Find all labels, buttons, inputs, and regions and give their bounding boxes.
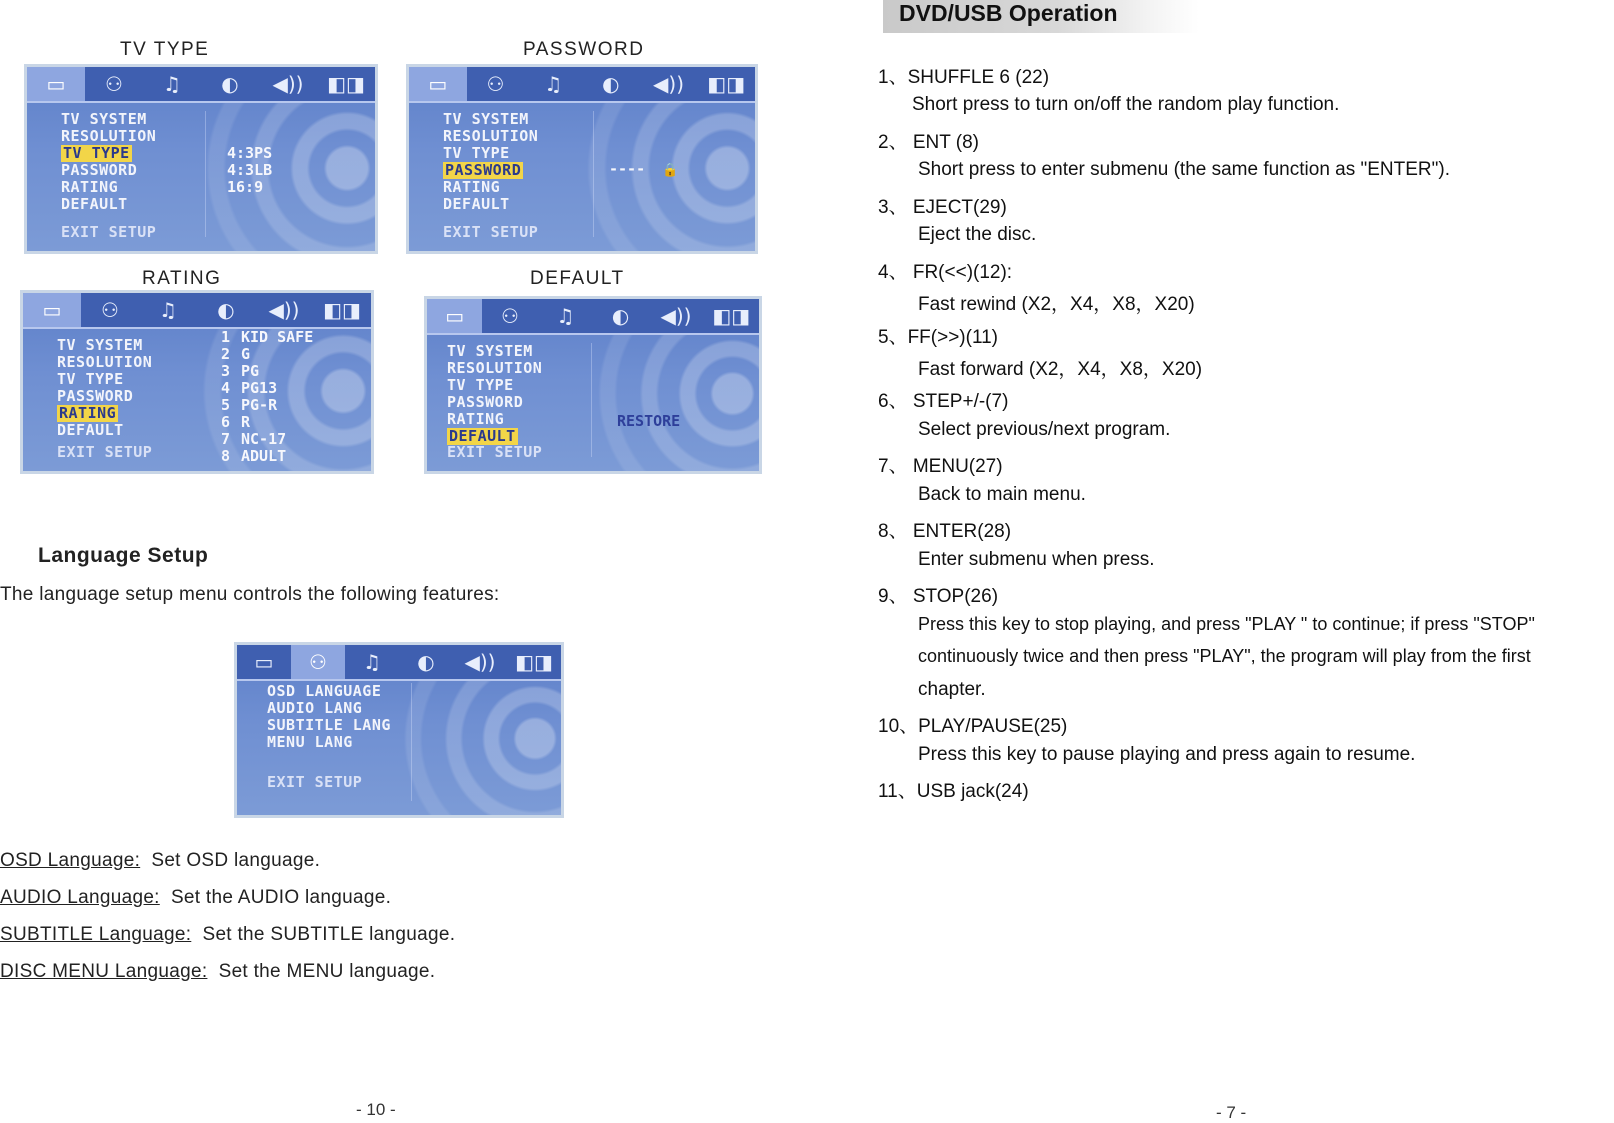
menu-item: TV TYPE bbox=[443, 144, 510, 162]
osd-language-row bbox=[0, 850, 320, 872]
osd-menu bbox=[61, 111, 156, 213]
osd-language-desc: Set OSD language. bbox=[151, 850, 321, 871]
exit-setup-label: EXIT SETUP bbox=[447, 443, 543, 461]
language-setup-heading: Language Setup bbox=[38, 544, 209, 567]
menu-item: TV SYSTEM bbox=[447, 342, 533, 360]
op-title: 8、 ENTER(28) bbox=[878, 521, 1012, 542]
monitor-icon: ▭ bbox=[427, 299, 482, 333]
subtitle-language-row bbox=[0, 924, 455, 946]
osd-menu bbox=[443, 111, 538, 213]
music-note-icon: ♫ bbox=[159, 298, 177, 322]
color-icon: ◐ bbox=[417, 650, 435, 674]
menu-item: PASSWORD bbox=[57, 387, 134, 405]
osd-icon-bar bbox=[409, 67, 755, 103]
rating-option: R bbox=[241, 413, 251, 431]
music-note-icon: ♫ bbox=[163, 72, 181, 96]
password-value bbox=[609, 161, 678, 179]
color-icon: ◐ bbox=[221, 72, 239, 96]
menu-item: TV TYPE bbox=[57, 370, 124, 388]
tv-type-screen bbox=[24, 64, 378, 254]
rating-option: ADULT bbox=[241, 447, 287, 465]
color-icon: ◐ bbox=[217, 298, 235, 322]
op-title: 9、 STOP(26) bbox=[878, 586, 999, 607]
osd-divider bbox=[593, 111, 594, 237]
op-desc: Short press to turn on/off the random play function. bbox=[912, 94, 1340, 115]
osd-icon-bar bbox=[237, 645, 561, 681]
audio-language-desc: Set the AUDIO language. bbox=[170, 887, 392, 908]
menu-item: RESOLUTION bbox=[447, 359, 543, 377]
menu-item-selected: PASSWORD bbox=[445, 161, 522, 179]
op-title: 10、PLAY/PAUSE(25) bbox=[878, 716, 1068, 737]
exit-setup-label: EXIT SETUP bbox=[61, 223, 157, 241]
right-page-number: - 7 - bbox=[1216, 1103, 1247, 1122]
op-desc: continuously twice and then press "PLAY", the program will play from the first bbox=[918, 646, 1531, 666]
rating-option: PG bbox=[241, 362, 260, 380]
menu-item: DEFAULT bbox=[57, 421, 124, 439]
rating-option: NC-17 bbox=[241, 430, 287, 448]
color-icon: ◐ bbox=[602, 72, 620, 96]
person-icon: ⚇ bbox=[101, 298, 119, 322]
rating-number: 4 bbox=[221, 379, 231, 397]
dolby-icon: ◧◨ bbox=[712, 304, 751, 328]
monitor-icon: ▭ bbox=[409, 67, 467, 101]
rating-numbers bbox=[221, 329, 230, 465]
dolby-icon: ◧◨ bbox=[707, 72, 746, 96]
music-note-icon: ♫ bbox=[363, 650, 381, 674]
exit-setup-label: EXIT SETUP bbox=[267, 773, 363, 791]
section-title-tab bbox=[883, 0, 1199, 33]
section-title: DVD/USB Operation bbox=[899, 0, 1118, 26]
op-desc: Press this key to stop playing, and press "PLAY " to continue; if press "STOP" bbox=[918, 614, 1535, 634]
monitor-icon: ▭ bbox=[27, 67, 85, 101]
menu-item: DEFAULT bbox=[443, 195, 510, 213]
option-item: 4:3PS bbox=[227, 144, 273, 162]
rating-number: 1 bbox=[221, 328, 231, 346]
speaker-icon: ◀)) bbox=[268, 298, 300, 322]
speaker-icon: ◀)) bbox=[660, 304, 692, 328]
osd-divider bbox=[411, 683, 412, 801]
menu-item: TV SYSTEM bbox=[57, 336, 143, 354]
subtitle-language-term: SUBTITLE Language: bbox=[0, 924, 192, 945]
op-desc: Short press to enter submenu (the same function as "ENTER"). bbox=[918, 159, 1450, 180]
monitor-icon: ▭ bbox=[23, 293, 81, 327]
menu-item: PASSWORD bbox=[447, 393, 524, 411]
exit-setup-label: EXIT SETUP bbox=[57, 443, 153, 461]
rating-number: 2 bbox=[221, 345, 231, 363]
subtitle-language-desc: Set the SUBTITLE language. bbox=[202, 924, 456, 945]
left-page-number: - 10 - bbox=[356, 1100, 396, 1119]
osd-divider bbox=[591, 343, 592, 457]
menu-item: AUDIO LANG bbox=[267, 699, 363, 717]
op-desc: Fast forward (X2，X4，X8，X20) bbox=[918, 359, 1203, 380]
language-screen bbox=[234, 642, 564, 818]
rating-screen bbox=[20, 290, 374, 474]
speaker-icon: ◀)) bbox=[272, 72, 304, 96]
osd-icon-bar bbox=[27, 67, 375, 103]
person-icon: ⚇ bbox=[291, 645, 345, 679]
menu-item: RATING bbox=[61, 178, 119, 196]
op-desc: Eject the disc. bbox=[918, 224, 1037, 245]
person-icon: ⚇ bbox=[105, 72, 123, 96]
default-screen bbox=[424, 296, 762, 474]
op-desc: Press this key to pause playing and press again to resume. bbox=[918, 744, 1416, 765]
language-menu bbox=[267, 683, 391, 751]
menu-item-selected: RATING bbox=[59, 404, 117, 422]
color-icon: ◐ bbox=[611, 304, 630, 328]
op-desc: chapter. bbox=[918, 679, 986, 700]
osd-icon-bar bbox=[427, 299, 759, 335]
op-desc: Fast rewind (X2，X4，X8，X20) bbox=[918, 294, 1195, 315]
menu-item: TV TYPE bbox=[447, 376, 514, 394]
music-note-icon: ♫ bbox=[556, 304, 575, 328]
language-setup-intro: The language setup menu controls the following features: bbox=[0, 584, 500, 605]
menu-item-selected: TV TYPE bbox=[63, 144, 130, 162]
op-desc: Back to main menu. bbox=[918, 484, 1086, 505]
rating-option: G bbox=[241, 345, 251, 363]
osd-divider bbox=[205, 111, 206, 237]
rating-caption: RATING bbox=[142, 268, 222, 289]
osd-language-term: OSD Language: bbox=[0, 850, 141, 871]
op-desc: Enter submenu when press. bbox=[918, 549, 1155, 570]
op-title: 11、USB jack(24) bbox=[878, 781, 1029, 802]
disc-menu-language-term: DISC MENU Language: bbox=[0, 961, 208, 982]
tv-type-options bbox=[227, 145, 272, 196]
op-title: 7、 MENU(27) bbox=[878, 456, 1003, 477]
rating-number: 5 bbox=[221, 396, 231, 414]
osd-menu bbox=[447, 343, 542, 445]
default-caption: DEFAULT bbox=[530, 268, 625, 289]
password-caption: PASSWORD bbox=[523, 39, 645, 60]
disc-menu-language-row bbox=[0, 961, 435, 983]
op-title: 6、 STEP+/-(7) bbox=[878, 391, 1009, 412]
person-icon: ⚇ bbox=[486, 72, 505, 96]
menu-item: PASSWORD bbox=[61, 161, 138, 179]
monitor-icon: ▭ bbox=[254, 650, 274, 674]
dolby-icon: ◧◨ bbox=[327, 72, 365, 96]
op-title: 3、 EJECT(29) bbox=[878, 197, 1007, 218]
music-note-icon: ♫ bbox=[544, 72, 563, 96]
disc-menu-language-desc: Set the MENU language. bbox=[218, 961, 436, 982]
rating-options bbox=[241, 329, 313, 465]
tv-type-caption: TV TYPE bbox=[120, 39, 210, 60]
menu-item: DEFAULT bbox=[61, 195, 128, 213]
menu-item: RATING bbox=[443, 178, 501, 196]
password-screen bbox=[406, 64, 758, 254]
option-item: 16:9 bbox=[227, 178, 264, 196]
menu-item: RESOLUTION bbox=[61, 127, 157, 145]
op-title: 1、SHUFFLE 6 (22) bbox=[878, 67, 1050, 88]
speaker-icon: ◀)) bbox=[653, 72, 685, 96]
audio-language-row bbox=[0, 887, 391, 909]
lock-icon: 🔒 bbox=[662, 163, 679, 178]
rating-option: PG13 bbox=[241, 379, 278, 397]
exit-setup-label: EXIT SETUP bbox=[443, 223, 539, 241]
op-desc: Select previous/next program. bbox=[918, 419, 1171, 440]
op-title: 2、 ENT (8) bbox=[878, 132, 980, 153]
rating-number: 8 bbox=[221, 447, 231, 465]
option-item: 4:3LB bbox=[227, 161, 273, 179]
person-icon: ⚇ bbox=[501, 304, 519, 328]
op-title: 4、 FR(<<)(12): bbox=[878, 262, 1013, 283]
rating-number: 3 bbox=[221, 362, 231, 380]
menu-item-selected: DEFAULT bbox=[449, 427, 516, 445]
default-value: RESTORE bbox=[617, 412, 681, 430]
osd-icon-bar bbox=[23, 293, 371, 329]
rating-number: 6 bbox=[221, 413, 231, 431]
dolby-icon: ◧◨ bbox=[515, 650, 553, 674]
menu-item: OSD LANGUAGE bbox=[267, 682, 382, 700]
op-title: 5、FF(>>)(11) bbox=[878, 327, 999, 348]
menu-item: RESOLUTION bbox=[57, 353, 153, 371]
osd-menu bbox=[57, 337, 152, 439]
audio-language-term: AUDIO Language: bbox=[0, 887, 160, 908]
dolby-icon: ◧◨ bbox=[323, 298, 361, 322]
menu-item: MENU LANG bbox=[267, 733, 353, 751]
menu-item: SUBTITLE LANG bbox=[267, 716, 391, 734]
menu-item: RATING bbox=[447, 410, 505, 428]
rating-number: 7 bbox=[221, 430, 231, 448]
rating-option: KID SAFE bbox=[241, 328, 314, 346]
password-dashes: ---- bbox=[609, 160, 646, 178]
rating-option: PG-R bbox=[241, 396, 278, 414]
menu-item: TV SYSTEM bbox=[61, 110, 147, 128]
menu-item: TV SYSTEM bbox=[443, 110, 529, 128]
speaker-icon: ◀)) bbox=[464, 650, 496, 674]
menu-item: RESOLUTION bbox=[443, 127, 539, 145]
